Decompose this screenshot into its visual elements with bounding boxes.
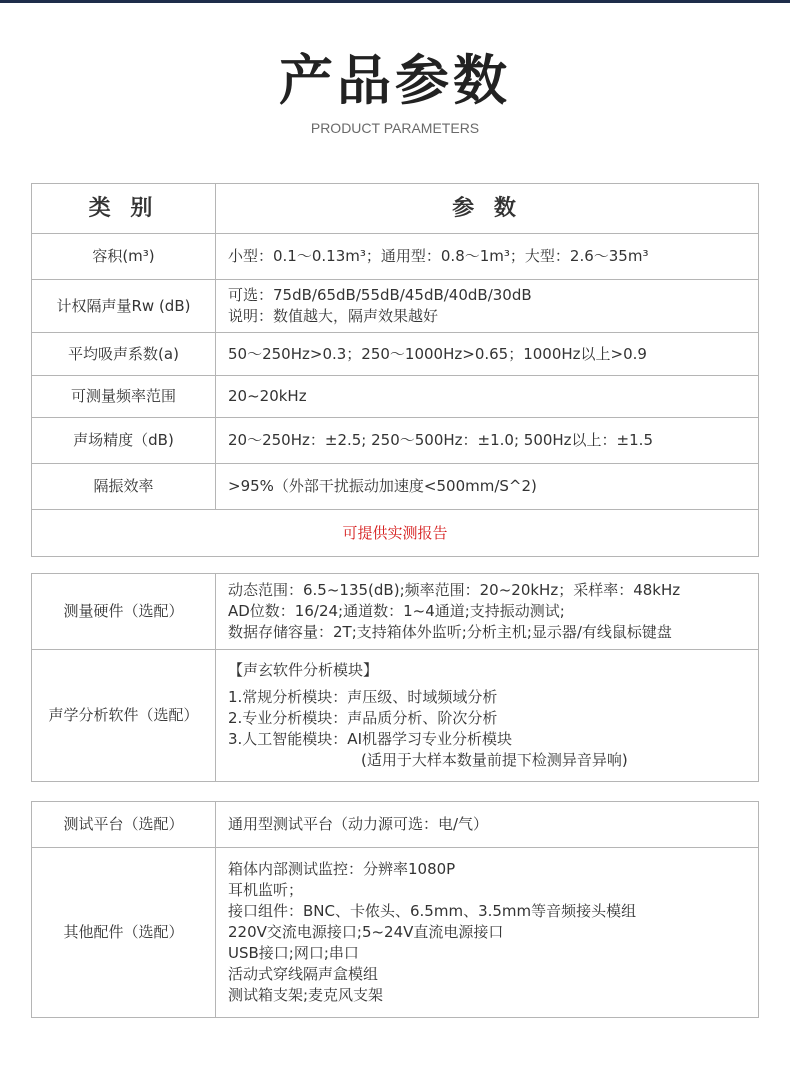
table-row [32,280,759,333]
value-line: (适用于大样本数量前提下检测异音异响) [361,751,628,769]
test-report-note: 可提供实测报告 [32,510,759,557]
value-line: 数据存储容量：2T;支持箱体外监听;分析主机;显示器/有线鼠标键盘 [228,623,672,641]
table-header-row [32,184,759,234]
table-row [32,234,759,280]
table-row [32,802,759,848]
row-label: 测量硬件（选配） [32,574,216,650]
value-line: 说明：数值越大，隔声效果越好 [228,307,439,325]
value-line: 220V交流电源接口;5~24V直流电源接口 [228,923,504,941]
row-value [216,333,759,376]
value-line: >95%（外部干扰振动加速度<500mm/S^2) [228,477,537,495]
row-value [216,418,759,464]
row-label: 隔振效率 [32,464,216,510]
value-line: 可选：75dB/65dB/55dB/45dB/40dB/30dB [228,286,532,304]
table-note-row [32,510,759,557]
value-line: 3.人工智能模块：AI机器学习专业分析模块 [228,730,512,748]
value-line: 【声玄软件分析模块】 [228,661,379,679]
value-line: 接口组件：BNC、卡侬头、6.5mm、3.5mm等音频接头模组 [228,902,637,920]
value-line: 通用型测试平台（动力源可选：电/气） [228,815,489,833]
row-value [216,848,759,1018]
value-line: 活动式穿线隔声盒模组 [228,965,379,983]
row-value [216,280,759,333]
row-label: 计权隔声量Rw (dB) [32,280,216,333]
page-subtitle: PRODUCT PARAMETERS [310,120,480,136]
table-row [32,650,759,782]
row-label: 平均吸声系数(a) [32,333,216,376]
table-row [32,848,759,1018]
params-table [31,183,759,557]
hardware-software-table [31,573,759,782]
table-row [32,464,759,510]
row-label: 其他配件（选配） [32,848,216,1018]
value-line: 20～250Hz：±2.5; 250～500Hz：±1.0; 500Hz以上：±1.5 [228,431,653,449]
row-label: 声场精度（dB) [32,418,216,464]
header-category: 类 别 [32,184,216,234]
header-params: 参 数 [216,184,759,234]
value-line: 2.专业分析模块：声品质分析、阶次分析 [228,709,498,727]
row-label: 容积(m³) [32,234,216,280]
row-value [216,464,759,510]
row-value [216,376,759,418]
value-line: USB接口;网口;串口 [228,944,359,962]
top-accent-line [0,0,790,3]
row-label: 测试平台（选配） [32,802,216,848]
value-line: AD位数：16/24;通道数：1~4通道;支持振动测试; [228,602,565,620]
value-line: 耳机监听； [228,881,304,899]
value-line: 测试箱支架;麦克风支架 [228,986,384,1004]
value-line: 箱体内部测试监控：分辨率1080P [228,860,456,878]
value-line: 50～250Hz>0.3；250～1000Hz>0.65；1000Hz以上>0.9 [228,344,647,363]
table-row [32,333,759,376]
row-label: 声学分析软件（选配） [32,650,216,782]
platform-accessories-table [31,801,759,1018]
row-value [216,650,759,782]
row-value [216,574,759,650]
value-line: 动态范围：6.5~135(dB);频率范围：20~20kHz；采样率：48kHz [228,581,681,599]
row-value [216,234,759,280]
table-row [32,418,759,464]
table-row [32,574,759,650]
row-label: 可测量频率范围 [32,376,216,418]
value-line: 小型：0.1～0.13m³；通用型：0.8～1m³；大型：2.6～35m³ [228,247,649,265]
value-line: 1.常规分析模块：声压级、时域频域分析 [228,688,498,706]
row-value [216,802,759,848]
table-row [32,376,759,418]
value-line: 20~20kHz [228,387,307,405]
page-title: 产品参数 [279,49,511,112]
